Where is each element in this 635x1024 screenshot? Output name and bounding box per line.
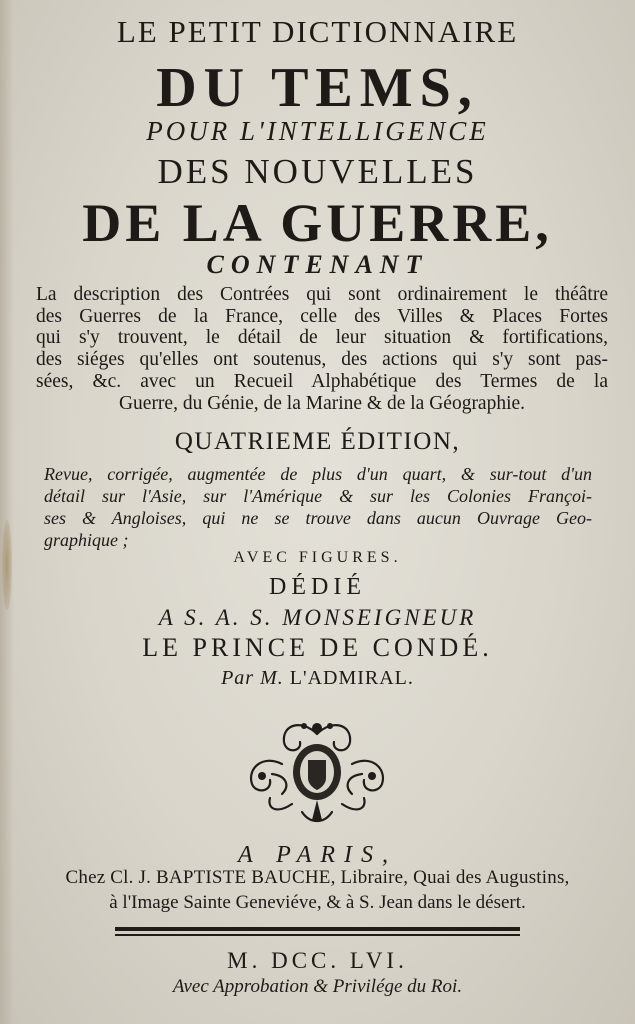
contents-description [36, 284, 608, 414]
title-line-4: DES NOUVELLES [157, 152, 478, 191]
imprint-publisher: Chez Cl. J. BAPTISTE BAUCHE, Libraire, Quai des Augustins, [65, 867, 570, 888]
revision-line: graphique ; [44, 530, 129, 550]
edition-statement: QUATRIEME ÉDITION, [174, 428, 461, 455]
title-line-1: LE PETIT DICTIONNAIRE [116, 14, 519, 49]
royal-privilege: Avec Approbation & Privilége du Roi. [172, 976, 463, 997]
revision-line: détail sur l'Asie, sur l'Amérique & sur les Colonies Françoi- [44, 486, 592, 506]
title-line-5: DE LA GUERRE, [82, 193, 553, 253]
author-prefix: Par M. [221, 667, 284, 689]
figures-note: AVEC FIGURES. [233, 549, 402, 566]
imprint-address: à l'Image Sainte Geneviéve, & à S. Jean dans le désert. [109, 892, 526, 913]
description-line: qui s'y trouvent, le détail de leur situation & fortifications, [36, 327, 608, 349]
title-line-2: DU TEMS, [156, 57, 479, 119]
double-rule-thin [115, 934, 520, 936]
revision-note [44, 463, 592, 551]
description-line: sées, &c. avec un Recueil Alphabétique des Termes de la [36, 370, 608, 392]
title-line-6: CONTENANT [206, 250, 429, 279]
author-name: L'ADMIRAL. [289, 667, 414, 689]
double-rule-thick [115, 927, 520, 931]
author-line [0, 668, 635, 688]
description-line: des Guerres de la France, celle des Villes & Places Fortes [36, 305, 608, 327]
imprint-city: A PARIS, [237, 842, 398, 868]
revision-line: Revue, corrigée, augmentée de plus d'un quart, & sur-tout d'un [44, 464, 592, 484]
dedication-heading: DÉDIÉ [269, 574, 366, 600]
imprint-date: M. DCC. LVI. [227, 948, 408, 973]
description-line: La description des Contrées qui sont ordinairement le théâtre [36, 284, 608, 305]
fleuron-ornament-icon [242, 714, 392, 829]
description-line: Guerre, du Génie, de la Marine & de la Géographie. [118, 392, 526, 414]
revision-line: ses & Angloises, qui ne se trouve dans aucun Ouvrage Geo- [44, 508, 592, 528]
dedicatee-line-1: A S. A. S. MONSEIGNEUR [158, 605, 477, 630]
description-line: des siéges qu'elles ont soutenus, des actions qui s'y sont pas- [36, 349, 608, 371]
dedicatee-line-2: LE PRINCE DE CONDÉ. [142, 633, 493, 662]
title-line-3: POUR L'INTELLIGENCE [146, 116, 489, 146]
